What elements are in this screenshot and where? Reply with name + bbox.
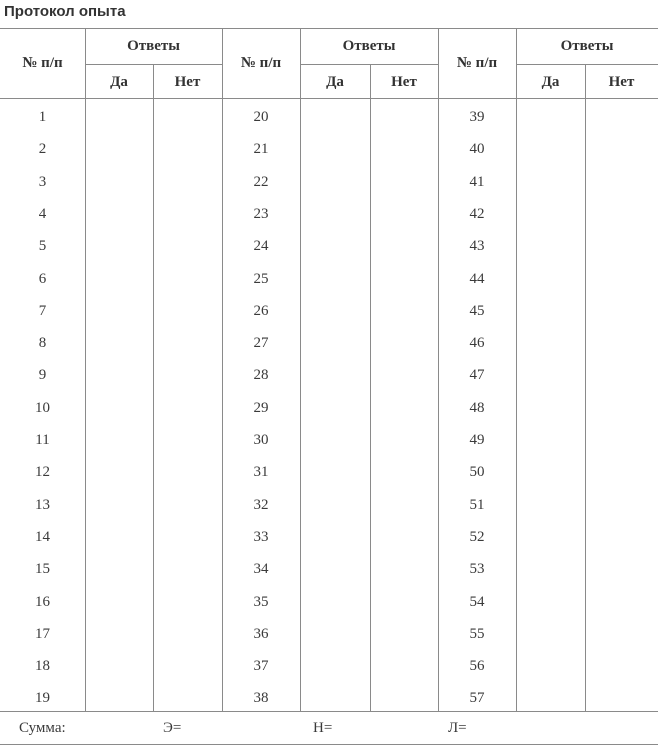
- row-number: 50: [469, 464, 485, 480]
- row-number: 49: [469, 432, 485, 448]
- row-number: 1: [38, 109, 47, 125]
- row-number: 32: [253, 497, 269, 513]
- row-number: 40: [469, 141, 485, 157]
- header-yes-1: Да: [110, 74, 128, 90]
- row-number: 6: [38, 271, 47, 287]
- table-bottom-rule: [0, 711, 658, 712]
- row-number: 37: [253, 658, 269, 674]
- row-number: 34: [253, 561, 269, 577]
- header-answers-2: Ответы: [342, 38, 396, 54]
- header-no-2: Нет: [391, 74, 417, 90]
- header-answers-3: Ответы: [560, 38, 614, 54]
- row-number: 5: [38, 238, 47, 254]
- answers-subheader-rule: [85, 64, 222, 65]
- row-number: 25: [253, 271, 269, 287]
- row-number: 7: [38, 303, 47, 319]
- row-number: 12: [35, 464, 50, 480]
- row-number: 9: [38, 367, 47, 383]
- row-number: 24: [253, 238, 269, 254]
- sum-l-label: Л=: [448, 720, 467, 736]
- row-number: 57: [469, 690, 485, 706]
- sum-e-label: Э=: [163, 720, 182, 736]
- row-number: 36: [253, 626, 269, 642]
- row-number: 21: [253, 141, 269, 157]
- row-number: 30: [253, 432, 269, 448]
- sum-label: Сумма:: [19, 720, 66, 736]
- header-yes-3: Да: [541, 74, 560, 90]
- row-number: 52: [469, 529, 485, 545]
- row-number: 53: [469, 561, 485, 577]
- page-title: Протокол опыта: [4, 3, 126, 20]
- row-number: 17: [35, 626, 50, 642]
- header-no-3: Нет: [608, 74, 635, 90]
- row-number: 55: [469, 626, 485, 642]
- row-number: 15: [35, 561, 50, 577]
- header-num-1: № п/п: [22, 55, 63, 71]
- row-number: 33: [253, 529, 269, 545]
- answers-subheader-rule: [300, 64, 438, 65]
- row-number: 29: [253, 400, 269, 416]
- row-number: 11: [35, 432, 50, 448]
- row-number: 47: [469, 367, 485, 383]
- row-number: 3: [38, 174, 47, 190]
- header-answers-1: Ответы: [127, 38, 180, 54]
- row-number: 26: [253, 303, 269, 319]
- row-number: 8: [38, 335, 47, 351]
- row-number: 22: [253, 174, 269, 190]
- row-number: 45: [469, 303, 485, 319]
- row-number: 14: [35, 529, 50, 545]
- row-number: 2: [38, 141, 47, 157]
- column-divider: [370, 64, 371, 711]
- row-number: 43: [469, 238, 485, 254]
- column-divider: [585, 64, 586, 711]
- row-number: 18: [35, 658, 50, 674]
- header-num-2: № п/п: [240, 55, 282, 71]
- column-divider: [516, 28, 517, 711]
- row-number: 20: [253, 109, 269, 125]
- row-number: 31: [253, 464, 269, 480]
- row-number: 4: [38, 206, 47, 222]
- column-divider: [153, 64, 154, 711]
- row-number: 38: [253, 690, 269, 706]
- sum-n-label: Н=: [313, 720, 333, 736]
- row-number: 19: [35, 690, 50, 706]
- row-number: 41: [469, 174, 485, 190]
- row-number: 35: [253, 594, 269, 610]
- row-number: 56: [469, 658, 485, 674]
- row-number: 51: [469, 497, 485, 513]
- row-number: 44: [469, 271, 485, 287]
- column-divider: [300, 28, 301, 711]
- row-number: 46: [469, 335, 485, 351]
- table-header-rule: [0, 98, 658, 99]
- row-number: 48: [469, 400, 485, 416]
- row-number: 54: [469, 594, 485, 610]
- table-top-rule: [0, 28, 658, 29]
- row-number: 13: [35, 497, 50, 513]
- row-number: 28: [253, 367, 269, 383]
- row-number: 27: [253, 335, 269, 351]
- row-number: 10: [35, 400, 50, 416]
- row-number: 23: [253, 206, 269, 222]
- row-number: 16: [35, 594, 50, 610]
- footer-bottom-rule: [0, 744, 658, 745]
- header-yes-2: Да: [326, 74, 344, 90]
- column-divider: [85, 28, 86, 711]
- row-number: 39: [469, 109, 485, 125]
- header-no-1: Нет: [174, 74, 201, 90]
- answers-subheader-rule: [516, 64, 658, 65]
- header-num-3: № п/п: [456, 55, 498, 71]
- row-number: 42: [469, 206, 485, 222]
